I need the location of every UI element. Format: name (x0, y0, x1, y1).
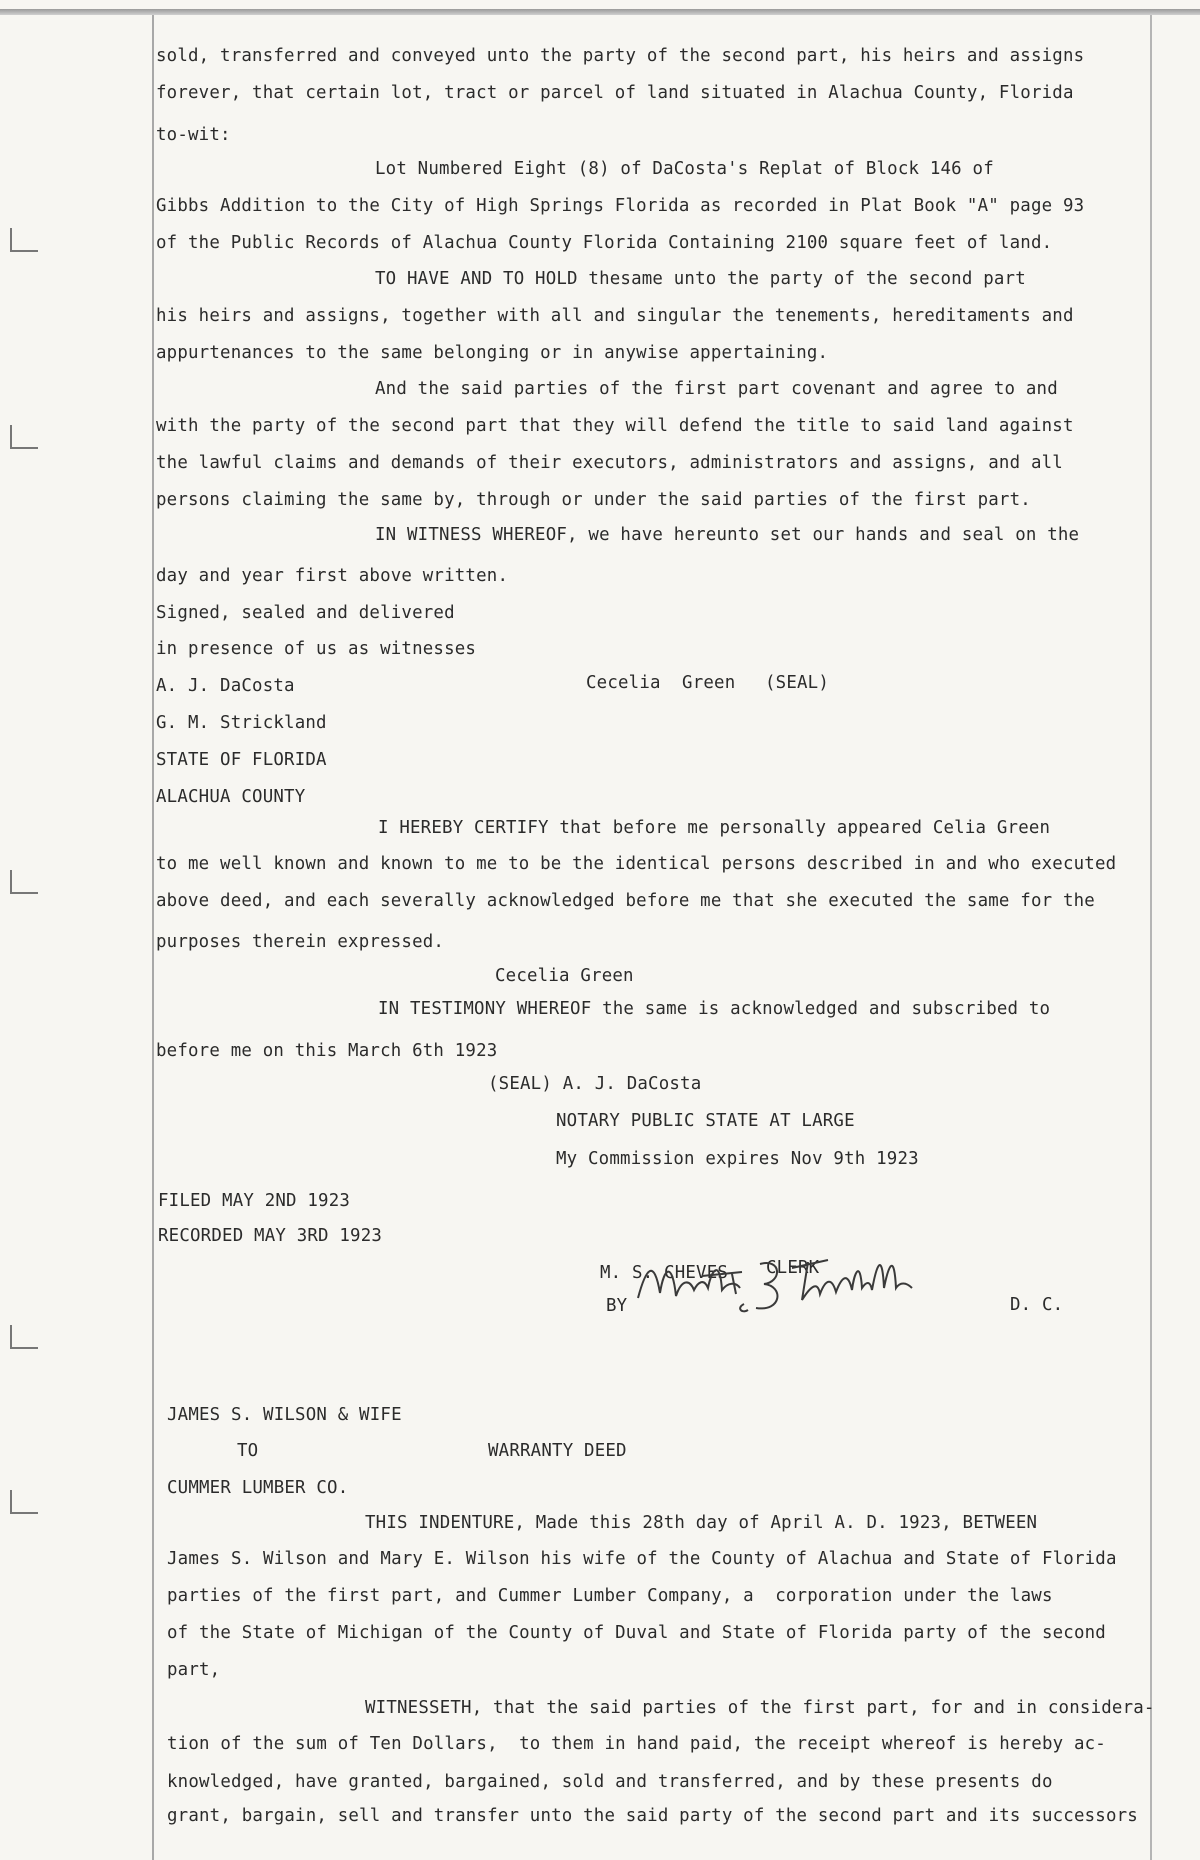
deed-line: IN TESTIMONY WHEREOF the same is acknowledged and subscribed to (378, 999, 1051, 1019)
deed-line: of the Public Records of Alachua County Florida Containing 2100 square feet of land. (156, 233, 1053, 253)
handwritten-signature (632, 1238, 932, 1318)
deed-line: above deed, and each severally acknowledged before me that she executed the same for the (156, 891, 1095, 911)
deed-line: his heirs and assigns, together with all and singular the tenements, hereditaments and (156, 306, 1074, 326)
witness-name: G. M. Strickland (156, 713, 327, 733)
clerk-name: M. S. CHEVES (600, 1263, 729, 1283)
to-heading: TO (237, 1441, 259, 1461)
filed-date: FILED MAY 2ND 1923 (158, 1191, 351, 1211)
page-top-border (0, 9, 1200, 15)
deputy-clerk-mark: D. C. (1010, 1295, 1064, 1315)
notary-name: (SEAL) A. J. DaCosta (488, 1074, 702, 1094)
deed-line: part, (167, 1660, 221, 1680)
right-margin-rule (1150, 15, 1152, 1860)
deed-line: before me on this March 6th 1923 (156, 1041, 498, 1061)
grantee-heading: CUMMER LUMBER CO. (167, 1478, 349, 1498)
deed-line: appurtenances to the same belonging or in anywise appertaining. (156, 343, 829, 363)
deed-line: persons claiming the same by, through or under the said parties of the first part. (156, 490, 1031, 510)
deed-line: purposes therein expressed. (156, 932, 445, 952)
deed-line: I HEREBY CERTIFY that before me personally appeared Celia Green (378, 818, 1051, 838)
deed-line: knowledged, have granted, bargained, sold and transferred, and by these presents do (167, 1772, 1053, 1792)
deed-line: IN WITNESS WHEREOF, we have hereunto set our hands and seal on the (375, 525, 1080, 545)
deed-line: grant, bargain, sell and transfer unto the said party of the second part and its successors (167, 1806, 1138, 1826)
deed-line: ALACHUA COUNTY (156, 787, 306, 807)
deed-line: to-wit: (156, 125, 231, 145)
margin-tick (10, 425, 38, 449)
deed-line: TO HAVE AND TO HOLD thesame unto the party of the second part (375, 269, 1026, 289)
deed-line: parties of the first part, and Cummer Lumber Company, a corporation under the laws (167, 1586, 1053, 1606)
deed-line: Gibbs Addition to the City of High Springs Florida as recorded in Plat Book "A" page 93 (156, 196, 1085, 216)
grantor-heading: JAMES S. WILSON & WIFE (167, 1405, 402, 1425)
deed-line: WITNESSETH, that the said parties of the first part, for and in considera- (365, 1698, 1155, 1718)
deed-line: tion of the sum of Ten Dollars, to them in hand paid, the receipt whereof is hereby ac- (167, 1734, 1106, 1754)
seal-mark: (SEAL) (765, 673, 830, 693)
deed-line: THIS INDENTURE, Made this 28th day of April A. D. 1923, BETWEEN (365, 1513, 1038, 1533)
deed-line: James S. Wilson and Mary E. Wilson his wife of the County of Alachua and State of Florida (167, 1549, 1117, 1569)
deed-line: STATE OF FLORIDA (156, 750, 327, 770)
commission-expiry: My Commission expires Nov 9th 1923 (556, 1149, 919, 1169)
deed-type-heading: WARRANTY DEED (488, 1441, 627, 1461)
grantor-name: Cecelia Green (586, 673, 736, 693)
margin-tick (10, 1325, 38, 1349)
margin-tick (10, 228, 38, 252)
clerk-title: CLERK (766, 1258, 820, 1278)
deed-line: the lawful claims and demands of their executors, administrators and assigns, and all (156, 453, 1063, 473)
margin-tick (10, 870, 38, 894)
recorded-date: RECORDED MAY 3RD 1923 (158, 1226, 383, 1246)
deed-line: day and year first above written. (156, 566, 509, 586)
deed-line: forever, that certain lot, tract or parcel of land situated in Alachua County, Florida (156, 83, 1074, 103)
deed-line: Signed, sealed and delivered (156, 603, 455, 623)
deed-line: Lot Numbered Eight (8) of DaCosta's Replat of Block 146 of (375, 159, 994, 179)
witness-name: A. J. DaCosta (156, 676, 295, 696)
deed-line: And the said parties of the first part covenant and agree to and (375, 379, 1058, 399)
margin-tick (10, 1490, 38, 1514)
left-margin-rule (152, 15, 154, 1860)
by-label: BY (606, 1296, 628, 1316)
notary-title: NOTARY PUBLIC STATE AT LARGE (556, 1111, 855, 1131)
deed-line: sold, transferred and conveyed unto the party of the second part, his heirs and assigns (156, 46, 1085, 66)
deed-line: in presence of us as witnesses (156, 639, 477, 659)
deed-line: with the party of the second part that they will defend the title to said land against (156, 416, 1074, 436)
deed-line: to me well known and known to me to be the identical persons described in and who executed (156, 854, 1117, 874)
deed-line: of the State of Michigan of the County of Duval and State of Florida party of the second (167, 1623, 1106, 1643)
acknowledger-name: Cecelia Green (495, 966, 634, 986)
